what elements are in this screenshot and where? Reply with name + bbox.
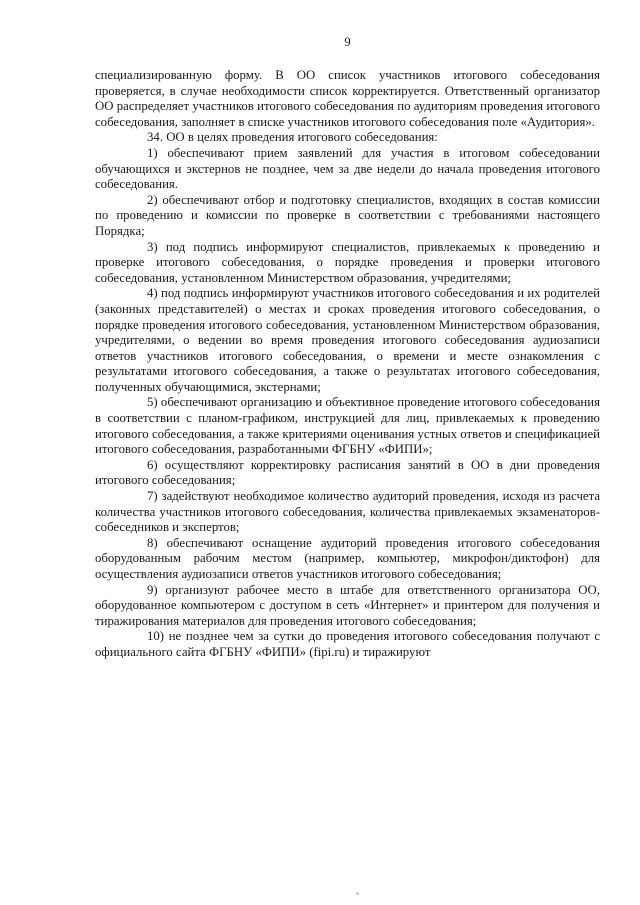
- list-item-5: 5) обеспечивают организацию и объективное проведение итогового собеседования в соответствии с планом-графиком, инструкцией для лиц, привлекаемых к проведению итогового собеседования, а также критериями оценивания устных ответов и спецификацией итогового собеседования, разработанными ФГБНУ «ФИПИ»;: [95, 395, 600, 457]
- list-item-10: 10) не позднее чем за сутки до проведения итогового собеседования получают с официального сайта ФГБНУ «ФИПИ» (fipi.ru) и тиражируют: [95, 629, 600, 659]
- list-item-7: 7) задействуют необходимое количество аудиторий проведения, исходя из расчета количества участников итогового собеседования, количества привлекаемых экзаменаторов-собеседников и экспертов;: [95, 489, 600, 535]
- paragraph-section-34: 34. ОО в целях проведения итогового собеседования:: [147, 130, 438, 145]
- list-item-9: 9) организуют рабочее место в штабе для ответственного организатора ОО, оборудованное компьютером с доступом в сеть «Интернет» и принтером для получения и тиражирования материалов для проведения итогового собеседования;: [95, 582, 600, 628]
- list-item-1: 1) обеспечивают прием заявлений для участия в итоговом собеседовании обучающихся и экстернов не позднее, чем за две недели до начала проведения итогового собеседования.: [95, 145, 600, 192]
- list-item-6: 6) осуществляют корректировку расписания занятий в ОО в дни проведения итогового собеседования;: [95, 457, 600, 488]
- scan-speck: [356, 892, 359, 895]
- list-item-3: 3) под подпись информируют специалистов, привлекаемых к проведению и проверке итогового собеседования, о порядке проведения и проверки итогового собеседования, установленном Министерством образования, учредителями;: [95, 239, 600, 285]
- list-item-8: 8) обеспечивают оснащение аудиторий проведения итогового собеседования оборудованным рабочим местом (например, компьютер, микрофон/диктофон) для осуществления аудиозаписи ответов участников итогового собеседования;: [95, 535, 600, 581]
- page-number: 9: [344, 35, 351, 49]
- paragraph-continuation: специализированную форму. В ОО список участников итогового собеседования проверяется, в случае необходимости список корректируется. Ответственный организатор ОО распределяет участников итогового собеседования по аудиториям проведения итогового собеседования, заполняет в списке участников итогового собеседования поле «Аудитория».: [95, 68, 600, 129]
- list-item-4: 4) под подпись информируют участников итогового собеседования и их родителей (законных представителей) о местах и сроках проведения итогового собеседования, о порядке проведения итогового собеседования, установленном Министерством образования, учредителями, о ведении во время проведения итогового собеседования аудиозаписи ответов участников итогового собеседования, о времени и месте ознакомления с результатами итогового собеседования, а также о результатах итогового собеседования, полученных обучающимися, экстернами;: [95, 286, 600, 394]
- list-item-2: 2) обеспечивают отбор и подготовку специалистов, входящих в состав комиссии по проведению и комиссии по проверке в соответствии с требованиями настоящего Порядка;: [95, 192, 600, 238]
